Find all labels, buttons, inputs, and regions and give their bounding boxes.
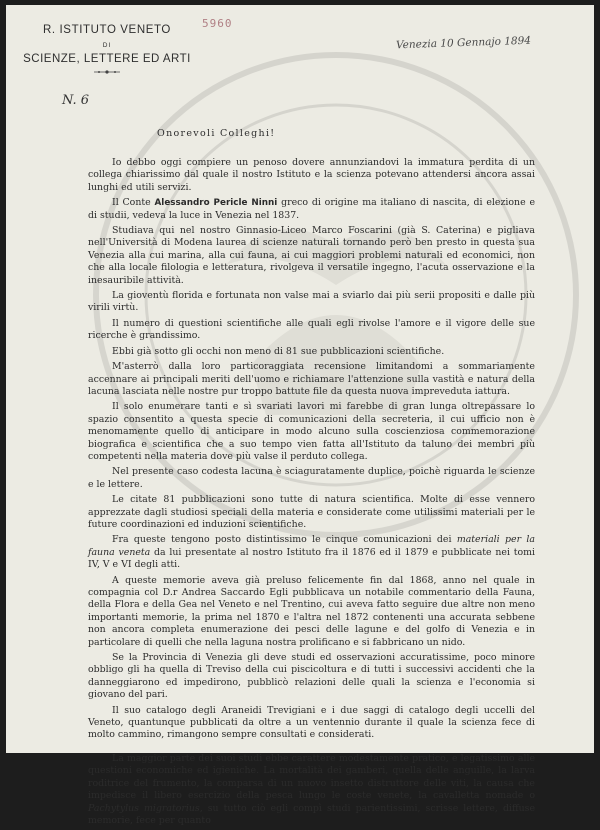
salutation: Onorevoli Colleghi! — [157, 128, 276, 139]
paragraph-text: M'asterrò dalla loro particoraggiata recensione limitandomi a sommariamente accennare ai principali meriti dell'uomo e richiamare l'attenzione sulla vastità e natura della lacuna lasciata nelle nostre pur troppo battute file da questa nuova impreveduta iattura. — [88, 361, 535, 397]
institute-subtitle: SCIENZE, LETTERE ED ARTI — [23, 53, 191, 65]
institute-name: R. ISTITUTO VENETO — [43, 24, 171, 36]
paragraph-text: Ebbi già sotto gli occhi non meno di 81 sue pubblicazioni scientifiche. — [112, 345, 445, 357]
name-emphasis: Alessandro Pericle Ninni — [154, 198, 278, 209]
letter-page — [6, 5, 594, 826]
header-ornament — [94, 69, 120, 75]
paragraph-text: Studiava qui nel nostro Ginnasio-Liceo Marco Foscarini (già S. Caterina) e pigliava nell'Università di Modena laurea di scienze naturali tornando però ben presto in questa sua Venezia alla cui marina, alla cui fauna, ai cui maggiori problemi naturali ed economici, non che alla locale filologia e letteratura, rivolgeva il versatile ingegno, l'acuta osservazione e la inesauribile attività. — [88, 225, 535, 286]
body-paragraph — [88, 361, 535, 398]
paragraph-text: Il Conte — [112, 197, 155, 209]
body-paragraph — [88, 346, 535, 358]
italic-term: Pachytylus migratorius — [88, 802, 200, 814]
paragraph-text: greco di origine ma italiano di nascita, di elezione e di studii, vedeva la luce in Venezia nel 1837. — [88, 197, 535, 221]
paragraph-text: Le citate 81 pubblicazioni sono tutte di natura scientifica. Molte di esse vennero apprezzate dagli studiosi speciali della materia e considerate come utilissimi materiali per le future coordinazioni ed induzioni scientifiche. — [88, 494, 535, 530]
body-paragraph — [88, 575, 535, 649]
body-paragraph — [88, 290, 535, 315]
body-paragraph — [88, 494, 535, 531]
paragraph-text: da lui presentate al nostro Istituto fra il 1876 ed il 1879 e pubblicate nei tomi IV, V e VI degli atti. — [88, 546, 535, 571]
paragraph-text: Il numero di questioni scientifiche alle quali egli rivolse l'amore e il vigore delle sue ricerche è grandissimo. — [88, 317, 535, 342]
body-paragraph — [88, 318, 535, 343]
body-paragraph — [88, 197, 535, 222]
paragraph-text: La maggior parte dei suoi studi ebbe carattere modestamente pratico, e legatissimo alle questioni economiche ed igieniche. La mortalità dei gamberi, quella delle anguille, la larva roditrice del frumento, la comparsa di un nuovo insetto distruttore delle viti, la causa che impedisce il libero esercizio della pesca lungo le coste venete, la cavalletta nomade o — [88, 752, 535, 802]
letter-date: Venezia 10 Gennajo 1894 — [395, 34, 532, 52]
body-paragraph — [88, 225, 535, 287]
letter-body — [88, 157, 535, 830]
body-paragraph — [88, 157, 535, 194]
paragraph-text: Nel presente caso codesta lacuna è sciaguratamente duplice, poichè riguarda le scienze e le lettere. — [88, 466, 535, 490]
body-paragraph — [88, 401, 535, 463]
paragraph-text: Io debbo oggi compiere un penoso dovere annunziandovi la immatura perdita di un collega chiarissimo dal quale il nostro Istituto e la scienza potevano attendersi ancora assai lunghi ed utili servizi. — [88, 157, 535, 193]
body-paragraph — [88, 534, 535, 571]
paragraph-text: , su tutto ciò egli compì studi parientissimi, scrisse lettere, diffuse memorie, fece per quanto — [88, 802, 536, 826]
paragraph-text: La gioventù florida e fortunata non valse mai a sviarlo dai più serii propositi e dalle più virili virtù. — [88, 290, 535, 314]
paragraph-text: Fra queste tengono posto distintissimo le cinque comunicazioni dei — [112, 534, 457, 546]
body-paragraph — [88, 705, 535, 742]
institute-di: DI — [102, 42, 112, 49]
italic-term: materiali per la fauna veneta — [88, 534, 535, 558]
body-paragraph — [88, 753, 535, 827]
archive-stamp-number: 5960 — [202, 17, 233, 30]
body-paragraph — [88, 652, 535, 702]
letter-number: N. 6 — [62, 93, 90, 108]
paragraph-text: Il solo enumerare tanti e sì svariati lavori mi farebbe di gran lunga oltrepassare lo spazio consentito a questa specie di comunicazioni della secreteria, il cui ufficio non è menomamente quello di anticipare in modo alcuno sulla coscienziosa commemorazione biografica e scientifica che a suo tempo vien fatta all'Istituto da taluno dei membri più competenti nella materia dove più valse il perduto collega. — [88, 401, 535, 462]
paragraph-text: Il suo catalogo degli Araneidi Trevigiani e i due saggi di catalogo degli uccelli del Veneto, quantunque pubblicati da oltre a un ventennio durante il quale la scienza fece di molto cammino, rimangono sempre consultati e considerati. — [88, 704, 535, 741]
paragraph-text: A queste memorie aveva già preluso felicemente fin dal 1868, anno nel quale in compagnia col D.r Andrea Saccardo Egli pubblicava un notabile commentario della Fauna, della Flora e della Gea nel Veneto e nel Trentino, cui aveva fatto seguire due altre non meno importanti memorie, la prima nel 1870 e l'altra nel 1872 contenenti una accurata sebbene non ancora completa enumerazione dei pesci delle lagune e del golfo di Venezia e in particolare di quelli che nella laguna nostra prolificano e si fabbricano un nido. — [88, 574, 535, 648]
body-paragraph — [88, 466, 535, 491]
paragraph-text: Se la Provincia di Venezia gli deve studi ed osservazioni accuratissime, poco minore obbligo gli ha quella di Treviso della cui piscicoltura e di tutti i successivi accidenti che la danneggiarono ed impedirono, pubblicò relazioni delle quali la scienza e l'economia si giovano del pari. — [88, 652, 535, 701]
